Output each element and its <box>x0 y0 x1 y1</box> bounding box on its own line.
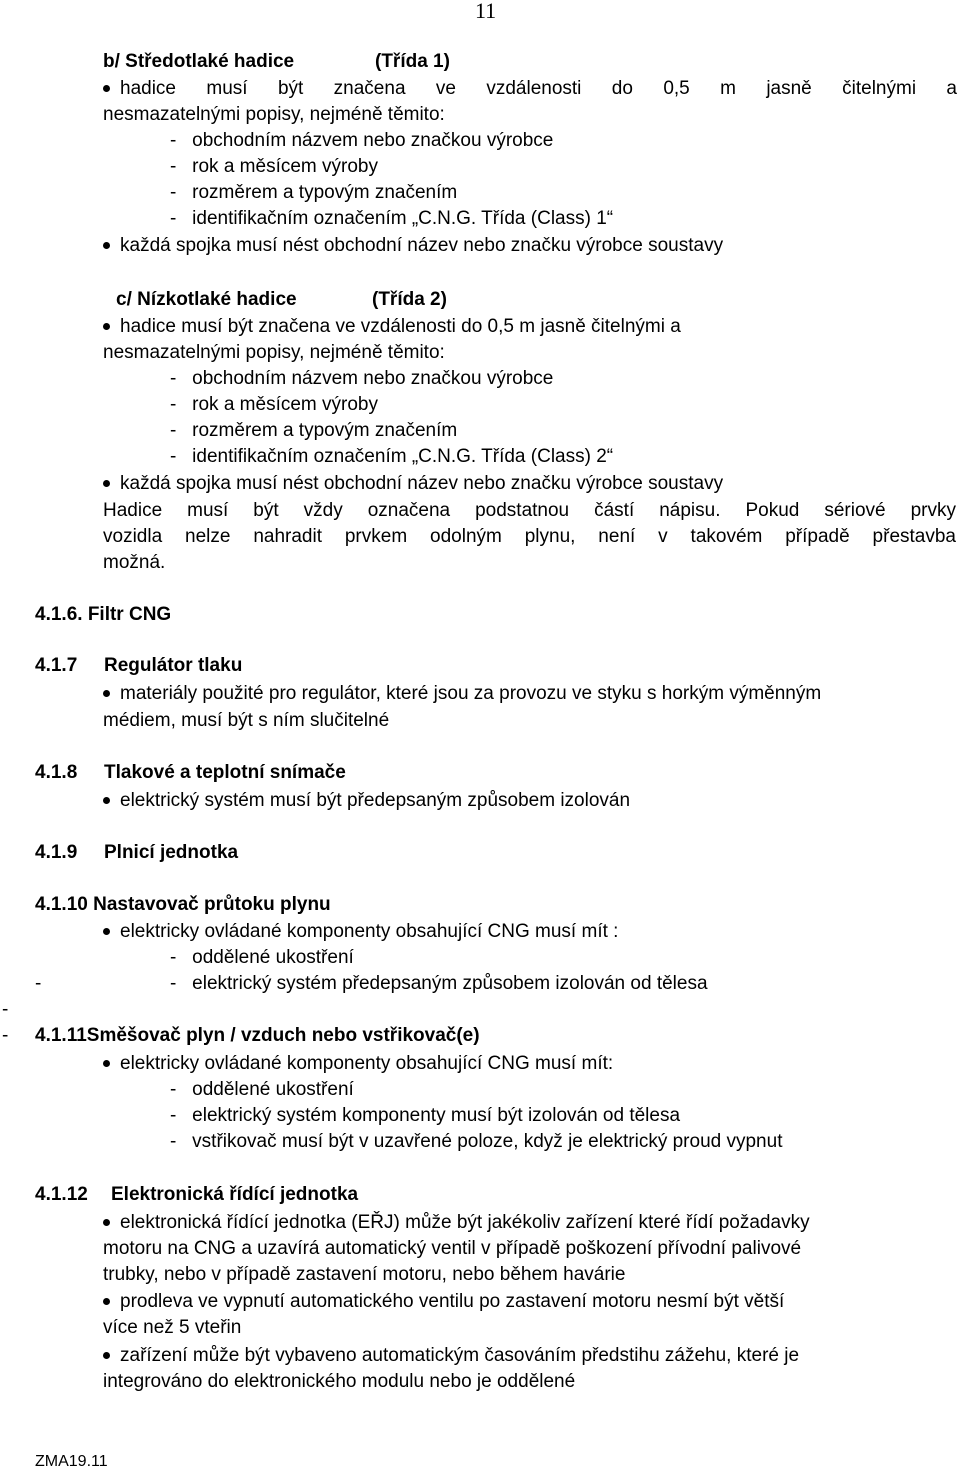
section-b-item-4: - identifikačním označením „C.N.G. Třída (Class) 1“ <box>170 208 614 229</box>
section-c-bullet-2: každá spojka musí nést obchodní název nebo značku výrobce soustavy <box>120 473 724 494</box>
section-4111-item-3: - vstřikovač musí být v uzavřené poloze, když je elektrický proud vypnut <box>170 1131 783 1152</box>
section-b-item-1: - obchodním názvem nebo značkou výrobce <box>170 130 554 151</box>
section-4110-item-1: - oddělené ukostření <box>170 947 354 968</box>
section-c-class: (Třída 2) <box>372 289 447 310</box>
section-4111-heading: 4.1.11Směšovač plyn / vzduch nebo vstřikovač(e) <box>35 1025 480 1046</box>
margin-dash-2: - <box>2 1025 9 1046</box>
section-c-item-1: - obchodním názvem nebo značkou výrobce <box>170 368 554 389</box>
section-b-heading: b/ Středotlaké hadice <box>103 51 295 72</box>
section-4112-bullet-1: elektronická řídící jednotka (EŘJ) může být jakékoliv zařízení které řídí požadavky <box>120 1212 810 1233</box>
section-4110-heading: 4.1.10 Nastavovač průtoku plynu <box>35 894 331 915</box>
section-c-item-4: - identifikačním označením „C.N.G. Třída (Class) 2“ <box>170 446 614 467</box>
section-4110-item-2: - elektrický systém předepsaným způsobem izolován od tělesa <box>170 973 708 994</box>
footer-code: ZMA19.11 <box>35 1453 108 1470</box>
section-4112-number: 4.1.12 <box>35 1184 88 1205</box>
section-4112-bullet-2-cont: více než 5 vteřin <box>103 1317 242 1338</box>
section-b-item-3: - rozměrem a typovým značením <box>170 182 458 203</box>
section-4112-bullet-3-cont: integrováno do elektronického modulu nebo je oddělené <box>103 1371 576 1392</box>
section-b-bullet-2: každá spojka musí nést obchodní název nebo značku výrobce soustavy <box>120 235 724 256</box>
section-b-item-2: - rok a měsícem výroby <box>170 156 378 177</box>
section-4111-item-2: - elektrický systém komponenty musí být izolován od tělesa <box>170 1105 681 1126</box>
section-4111-item-1: - oddělené ukostření <box>170 1079 354 1100</box>
section-418-number: 4.1.8 <box>35 762 78 783</box>
section-418-bullet: elektrický systém musí být předepsaným způsobem izolován <box>120 790 631 811</box>
section-417-bullet: materiály použité pro regulátor, které jsou za provozu ve styku s horkým výměnným <box>120 683 822 704</box>
section-417-title: Regulátor tlaku <box>104 655 243 676</box>
section-4112-bullet-1-cont-1: motoru na CNG a uzavírá automatický ventil v případě poškození přívodní palivové <box>103 1238 802 1259</box>
margin-dash-1: - <box>2 999 9 1020</box>
section-4110-stray-dash: - <box>35 973 42 994</box>
section-419-title: Plnicí jednotka <box>104 842 239 863</box>
section-4112-bullet-2: prodleva ve vypnutí automatického ventilu po zastavení motoru nesmí být větší <box>120 1291 785 1312</box>
section-c-heading: c/ Nízkotlaké hadice <box>116 289 297 310</box>
section-4111-bullet: elektricky ovládané komponenty obsahující CNG musí mít: <box>120 1053 614 1074</box>
section-b-class: (Třída 1) <box>375 51 450 72</box>
section-4112-title: Elektronická řídící jednotka <box>111 1184 359 1205</box>
section-b-bullet-1: hadice musí být značena ve vzdálenosti do 0,5 m jasně čitelnými a <box>120 78 957 99</box>
section-418-title: Tlakové a teplotní snímače <box>104 762 346 783</box>
page-number: 11 <box>475 0 497 23</box>
section-4112-bullet-1-cont-2: trubky, nebo v případě zastavení motoru, nebo během havárie <box>103 1264 626 1285</box>
section-c-note-line-3: možná. <box>103 552 166 573</box>
section-c-item-2: - rok a měsícem výroby <box>170 394 378 415</box>
section-c-note-line-1: Hadice musí být vždy označena podstatnou částí nápisu. Pokud sériové prvky <box>103 500 956 521</box>
section-b-bullet-1-cont: nesmazatelnými popisy, nejméně těmito: <box>103 104 445 125</box>
section-c-bullet-1: hadice musí být značena ve vzdálenosti do 0,5 m jasně čitelnými a <box>120 316 681 337</box>
section-4112-bullet-3: zařízení může být vybaveno automatickým časováním předstihu zážehu, které je <box>120 1345 800 1366</box>
section-c-item-3: - rozměrem a typovým značením <box>170 420 458 441</box>
section-c-bullet-1-cont: nesmazatelnými popisy, nejméně těmito: <box>103 342 445 363</box>
section-4110-bullet: elektricky ovládané komponenty obsahující CNG musí mít : <box>120 921 619 942</box>
section-417-bullet-cont: médiem, musí být s ním slučitelné <box>103 710 390 731</box>
section-419-number: 4.1.9 <box>35 842 78 863</box>
section-c-note-line-2: vozidla nelze nahradit prvkem odolným plynu, není v takovém případě přestavba <box>103 526 956 547</box>
section-416-heading: 4.1.6. Filtr CNG <box>35 604 172 625</box>
section-417-number: 4.1.7 <box>35 655 78 676</box>
